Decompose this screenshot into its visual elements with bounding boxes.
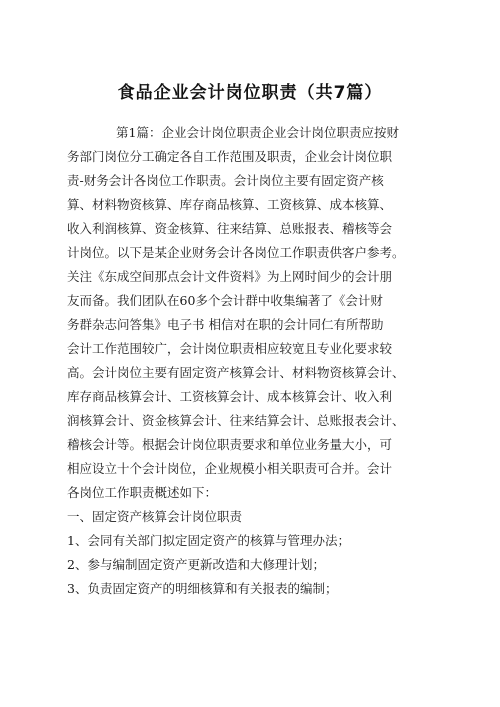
- paragraph-line: 各岗位工作职责概述如下：: [67, 485, 218, 500]
- list-item: 1、会同有关部门拟定固定资产的核算与管理办法；: [67, 533, 350, 548]
- paragraph-line: 计岗位。以下是某企业财务会计各岗位工作职责供客户参考。: [67, 245, 405, 260]
- section-heading: 一、固定资产核算会计岗位职责: [67, 509, 243, 524]
- paragraph-line: 会计工作范围较广，会计岗位职责相应较宽且专业化要求较: [67, 341, 393, 356]
- paragraph-line: 润核算会计、资金核算会计、往来结算会计、总账报表会计、: [67, 413, 405, 428]
- paragraph-line: 务群杂志问答集》电子书 相信对在职的会计同仁有所帮助: [67, 317, 384, 332]
- paragraph-line: 高。会计岗位主要有固定资产核算会计、材料物资核算会计、: [67, 365, 405, 380]
- paragraph-line: 相应设立十个会计岗位，企业规模小相关职责可合并。会计: [67, 461, 393, 476]
- paragraph-line: 收入利润核算、资金核算、往来结算、总账报表、稽核等会: [67, 221, 393, 236]
- paragraph-line: 稽核会计等。根据会计岗位职责要求和单位业务量大小，可: [67, 437, 393, 452]
- paragraph-line: 责-财务会计各岗位工作职责。会计岗位主要有固定资产核: [67, 173, 384, 188]
- document-title: 食品企业会计岗位职责（共7篇）: [117, 83, 383, 103]
- paragraph-line: 务部门岗位分工确定各自工作范围及职责，企业会计岗位职: [67, 149, 393, 164]
- list-item: 2、参与编制固定资产更新改造和大修理计划；: [67, 557, 325, 572]
- paragraph-line: 第1篇：企业会计岗位职责企业会计岗位职责应按财: [116, 125, 399, 140]
- paragraph-line: 关注《东成空间那点会计文件资料》为上网时间少的会计朋: [67, 269, 393, 284]
- paragraph-line: 库存商品核算会计、工资核算会计、成本核算会计、收入利: [67, 389, 393, 404]
- list-item: 3、负责固定资产的明细核算和有关报表的编制；: [67, 581, 338, 596]
- paragraph-line: 算、材料物资核算、库存商品核算、工资核算、成本核算、: [67, 197, 393, 212]
- paragraph-line: 友而备。我们团队在60多个会计群中收集编著了《会计财: [67, 293, 383, 308]
